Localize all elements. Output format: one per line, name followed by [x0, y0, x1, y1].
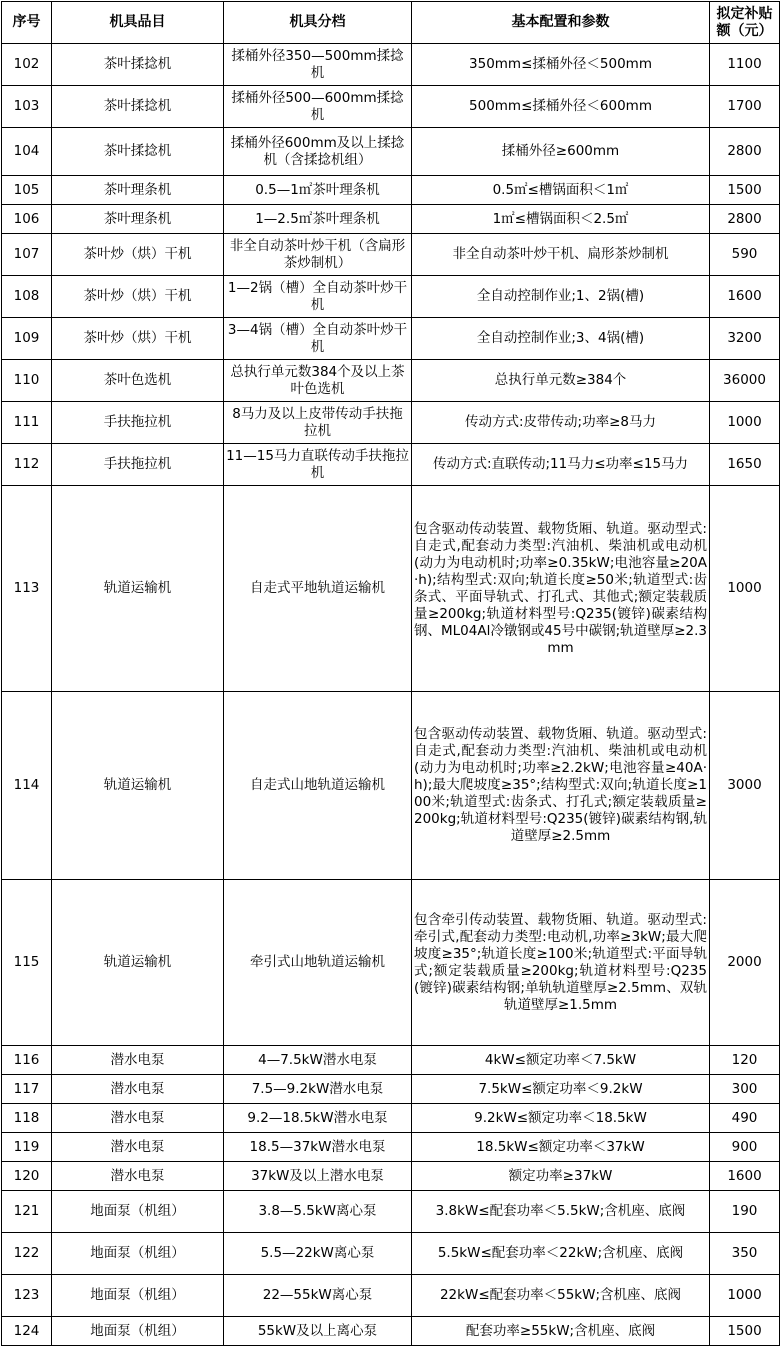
subsidy-table: [1, 1, 780, 1346]
table-row: [2, 402, 780, 444]
cell-class: 1—2.5㎡茶叶理条机: [224, 205, 412, 234]
cell-class: 7.5—9.2kW潜水电泵: [224, 1075, 412, 1104]
cell-params: 全自动控制作业;1、2锅(槽): [412, 276, 710, 318]
table-row: [2, 128, 780, 176]
cell-seq: 102: [2, 44, 52, 86]
table-row: [2, 360, 780, 402]
table-row: [2, 205, 780, 234]
cell-params: 7.5kW≤额定功率＜9.2kW: [412, 1075, 710, 1104]
header-item: 机具品目: [52, 2, 224, 44]
cell-params: 4kW≤额定功率＜7.5kW: [412, 1046, 710, 1075]
cell-class: 揉桶外径350—500mm揉捻机: [224, 44, 412, 86]
cell-subsidy: 1600: [710, 276, 780, 318]
cell-params: 9.2kW≤额定功率＜18.5kW: [412, 1104, 710, 1133]
cell-item: 茶叶揉捻机: [52, 128, 224, 176]
cell-subsidy: 1500: [710, 1317, 780, 1346]
table-row: [2, 1133, 780, 1162]
cell-item: 茶叶炒（烘）干机: [52, 276, 224, 318]
cell-params: 揉桶外径≥600mm: [412, 128, 710, 176]
cell-class: 牵引式山地轨道运输机: [224, 880, 412, 1046]
table-row: [2, 880, 780, 1046]
cell-class: 18.5—37kW潜水电泵: [224, 1133, 412, 1162]
cell-params: 500mm≤揉桶外径＜600mm: [412, 86, 710, 128]
table-row: [2, 1191, 780, 1233]
header-class: 机具分档: [224, 2, 412, 44]
cell-class: 自走式平地轨道运输机: [224, 486, 412, 692]
cell-params: 配套功率≥55kW;含机座、底阀: [412, 1317, 710, 1346]
cell-subsidy: 1000: [710, 402, 780, 444]
table-row: [2, 176, 780, 205]
cell-class: 0.5—1㎡茶叶理条机: [224, 176, 412, 205]
cell-seq: 119: [2, 1133, 52, 1162]
cell-item: 茶叶色选机: [52, 360, 224, 402]
cell-item: 轨道运输机: [52, 880, 224, 1046]
cell-class: 1—2锅（槽）全自动茶叶炒干机: [224, 276, 412, 318]
cell-seq: 121: [2, 1191, 52, 1233]
cell-class: 非全自动茶叶炒干机（含扁形茶炒制机）: [224, 234, 412, 276]
table-row: [2, 86, 780, 128]
cell-seq: 104: [2, 128, 52, 176]
cell-params: 额定功率≥37kW: [412, 1162, 710, 1191]
cell-class: 3.8—5.5kW离心泵: [224, 1191, 412, 1233]
header-params: 基本配置和参数: [412, 2, 710, 44]
cell-seq: 124: [2, 1317, 52, 1346]
cell-item: 轨道运输机: [52, 692, 224, 880]
table-row: [2, 276, 780, 318]
cell-subsidy: 190: [710, 1191, 780, 1233]
cell-item: 潜水电泵: [52, 1162, 224, 1191]
cell-item: 茶叶揉捻机: [52, 86, 224, 128]
cell-params: 包含驱动传动装置、载物货厢、轨道。驱动型式:自走式,配套动力类型:汽油机、柴油机或电动机(动力为电动机时;功率≥2.2kW;电池容量≥40A·h);最大爬坡度≥35°;结构型式:双向;轨道长度≥100米;轨道型式:齿条式、打孔式;额定装载质量≥200kg;轨道材料型号:Q235(镀锌)碳素结构钢,轨道壁厚≥2.5mm: [412, 692, 710, 880]
table-body: [2, 44, 780, 1346]
cell-seq: 108: [2, 276, 52, 318]
cell-item: 轨道运输机: [52, 486, 224, 692]
cell-subsidy: 490: [710, 1104, 780, 1133]
cell-params: 5.5kW≤配套功率＜22kW;含机座、底阀: [412, 1233, 710, 1275]
cell-params: 全自动控制作业;3、4锅(槽): [412, 318, 710, 360]
header-row: [2, 2, 780, 44]
cell-params: 0.5㎡≤槽锅面积＜1㎡: [412, 176, 710, 205]
table-row: [2, 318, 780, 360]
cell-seq: 120: [2, 1162, 52, 1191]
cell-class: 3—4锅（槽）全自动茶叶炒干机: [224, 318, 412, 360]
table-row: [2, 692, 780, 880]
cell-params: 传动方式:皮带传动;功率≥8马力: [412, 402, 710, 444]
cell-item: 潜水电泵: [52, 1133, 224, 1162]
cell-subsidy: 3000: [710, 692, 780, 880]
cell-params: 包含驱动传动装置、载物货厢、轨道。驱动型式:自走式,配套动力类型:汽油机、柴油机或电动机(动力为电动机时;功率≥0.35kW;电池容量≥20A·h);结构型式:双向;轨道长度≥50米;轨道型式:齿条式、平面导轨式、打孔式、其他式;额定装载质量≥200kg;轨道材料型号:Q235(镀锌)碳素结构钢、ML04Al冷镦钢或45号中碳钢;轨道壁厚≥2.3mm: [412, 486, 710, 692]
table-row: [2, 234, 780, 276]
header-seq: 序号: [2, 2, 52, 44]
cell-subsidy: 2800: [710, 205, 780, 234]
cell-item: 茶叶理条机: [52, 176, 224, 205]
cell-subsidy: 1100: [710, 44, 780, 86]
cell-item: 潜水电泵: [52, 1075, 224, 1104]
cell-class: 11—15马力直联传动手扶拖拉机: [224, 444, 412, 486]
cell-subsidy: 1600: [710, 1162, 780, 1191]
table-row: [2, 444, 780, 486]
cell-class: 4—7.5kW潜水电泵: [224, 1046, 412, 1075]
cell-subsidy: 350: [710, 1233, 780, 1275]
cell-seq: 109: [2, 318, 52, 360]
cell-seq: 114: [2, 692, 52, 880]
cell-subsidy: 300: [710, 1075, 780, 1104]
cell-subsidy: 590: [710, 234, 780, 276]
cell-class: 总执行单元数384个及以上茶叶色选机: [224, 360, 412, 402]
cell-params: 总执行单元数≥384个: [412, 360, 710, 402]
cell-subsidy: 2000: [710, 880, 780, 1046]
table-row: [2, 1046, 780, 1075]
cell-seq: 105: [2, 176, 52, 205]
cell-params: 22kW≤配套功率＜55kW;含机座、底阀: [412, 1275, 710, 1317]
cell-seq: 116: [2, 1046, 52, 1075]
cell-seq: 115: [2, 880, 52, 1046]
cell-params: 传动方式:直联传动;11马力≤功率≤15马力: [412, 444, 710, 486]
cell-class: 22—55kW离心泵: [224, 1275, 412, 1317]
cell-class: 55kW及以上离心泵: [224, 1317, 412, 1346]
cell-seq: 113: [2, 486, 52, 692]
cell-subsidy: 36000: [710, 360, 780, 402]
cell-params: 3.8kW≤配套功率＜5.5kW;含机座、底阀: [412, 1191, 710, 1233]
cell-item: 茶叶炒（烘）干机: [52, 318, 224, 360]
cell-seq: 111: [2, 402, 52, 444]
cell-params: 18.5kW≤额定功率＜37kW: [412, 1133, 710, 1162]
cell-class: 5.5—22kW离心泵: [224, 1233, 412, 1275]
cell-item: 地面泵（机组）: [52, 1191, 224, 1233]
table-row: [2, 486, 780, 692]
cell-seq: 103: [2, 86, 52, 128]
cell-subsidy: 1000: [710, 486, 780, 692]
cell-seq: 123: [2, 1275, 52, 1317]
cell-item: 潜水电泵: [52, 1104, 224, 1133]
table-row: [2, 1162, 780, 1191]
cell-seq: 106: [2, 205, 52, 234]
table-row: [2, 1317, 780, 1346]
table-row: [2, 1275, 780, 1317]
header-subsidy: 拟定补贴额（元）: [710, 2, 780, 44]
table-row: [2, 44, 780, 86]
cell-subsidy: 2800: [710, 128, 780, 176]
cell-class: 揉桶外径600mm及以上揉捻机（含揉捻机组）: [224, 128, 412, 176]
cell-class: 9.2—18.5kW潜水电泵: [224, 1104, 412, 1133]
cell-item: 茶叶炒（烘）干机: [52, 234, 224, 276]
cell-subsidy: 3200: [710, 318, 780, 360]
cell-subsidy: 1000: [710, 1275, 780, 1317]
cell-class: 自走式山地轨道运输机: [224, 692, 412, 880]
cell-subsidy: 120: [710, 1046, 780, 1075]
cell-item: 手扶拖拉机: [52, 444, 224, 486]
cell-class: 揉桶外径500—600mm揉捻机: [224, 86, 412, 128]
cell-item: 手扶拖拉机: [52, 402, 224, 444]
cell-seq: 117: [2, 1075, 52, 1104]
cell-item: 茶叶揉捻机: [52, 44, 224, 86]
cell-params: 非全自动茶叶炒干机、扁形茶炒制机: [412, 234, 710, 276]
cell-item: 茶叶理条机: [52, 205, 224, 234]
cell-class: 8马力及以上皮带传动手扶拖拉机: [224, 402, 412, 444]
cell-subsidy: 1500: [710, 176, 780, 205]
cell-item: 潜水电泵: [52, 1046, 224, 1075]
cell-class: 37kW及以上潜水电泵: [224, 1162, 412, 1191]
cell-subsidy: 1700: [710, 86, 780, 128]
cell-seq: 112: [2, 444, 52, 486]
cell-params: 350mm≤揉桶外径＜500mm: [412, 44, 710, 86]
table-row: [2, 1233, 780, 1275]
cell-seq: 118: [2, 1104, 52, 1133]
cell-subsidy: 900: [710, 1133, 780, 1162]
cell-seq: 122: [2, 1233, 52, 1275]
table-row: [2, 1104, 780, 1133]
table-row: [2, 1075, 780, 1104]
cell-item: 地面泵（机组）: [52, 1233, 224, 1275]
cell-item: 地面泵（机组）: [52, 1275, 224, 1317]
cell-seq: 110: [2, 360, 52, 402]
cell-seq: 107: [2, 234, 52, 276]
cell-subsidy: 1650: [710, 444, 780, 486]
cell-params: 包含牵引传动装置、载物货厢、轨道。驱动型式:牵引式,配套动力类型:电动机,功率≥3kW;最大爬坡度≥35°;轨道长度≥100米;轨道型式:平面导轨式;额定装载质量≥200kg;轨道材料型号:Q235(镀锌)碳素结构钢;单轨轨道壁厚≥2.5mm、双轨轨道壁厚≥1.5mm: [412, 880, 710, 1046]
cell-params: 1㎡≤槽锅面积＜2.5㎡: [412, 205, 710, 234]
cell-item: 地面泵（机组）: [52, 1317, 224, 1346]
